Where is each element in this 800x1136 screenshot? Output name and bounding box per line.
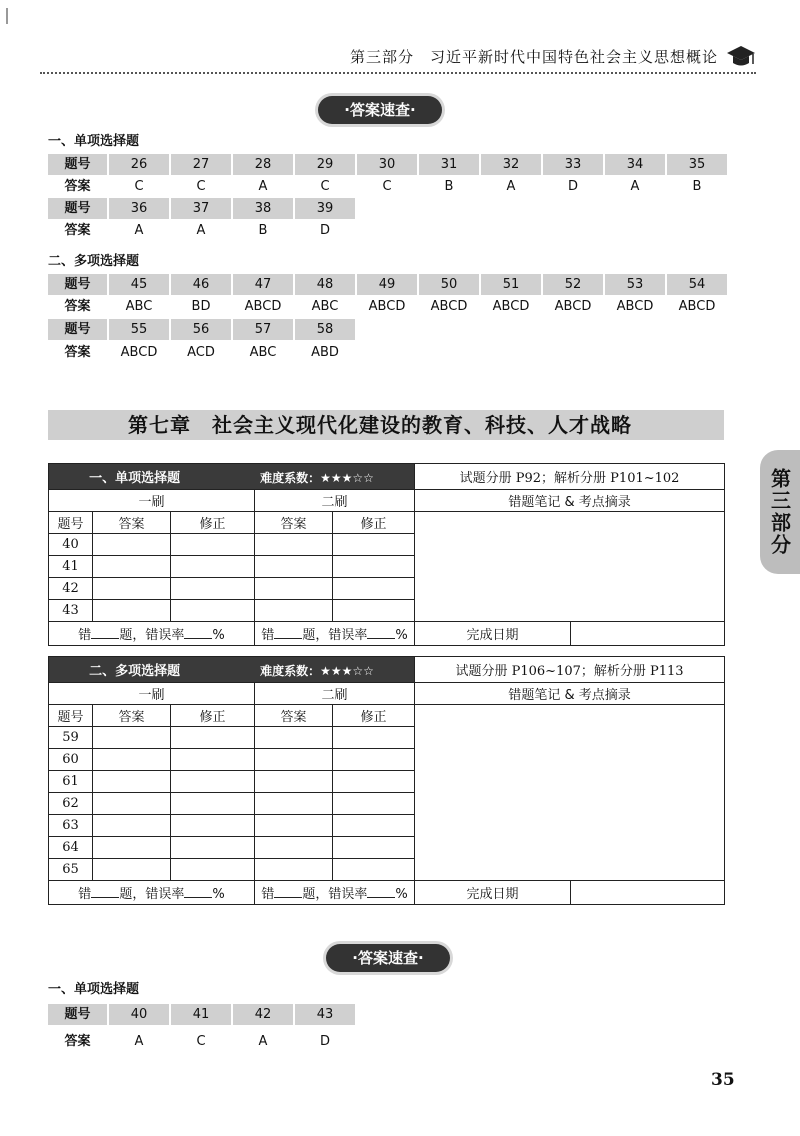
- question-row: [48, 1004, 357, 1025]
- footer-text: 题，错误率: [119, 628, 185, 643]
- correction-cell[interactable]: [171, 749, 255, 771]
- answer-cell[interactable]: [255, 859, 333, 881]
- answer-value: C: [196, 179, 206, 194]
- answer-value: A: [134, 223, 144, 238]
- answer-label: 答案: [64, 179, 91, 194]
- col-answer: 答案: [93, 512, 171, 534]
- col-correction: 修正: [171, 512, 255, 534]
- question-number-label: 题号: [48, 198, 107, 219]
- question-number: 39: [295, 198, 355, 219]
- question-number: 28: [233, 154, 293, 175]
- question-number: 47: [233, 274, 293, 295]
- answer-row: [48, 220, 357, 241]
- answer-lookup-badge: ·答案速查·: [326, 944, 450, 972]
- practice-table-single: [48, 463, 725, 646]
- notes-label: 错题笔记 & 考点摘录: [415, 490, 725, 512]
- header-title: 第三部分 习近平新时代中国特色社会主义思想概论: [349, 48, 718, 66]
- answer-cell[interactable]: [93, 727, 171, 749]
- answer-value: ABCD: [120, 345, 158, 360]
- answer-cell[interactable]: [255, 771, 333, 793]
- answer-row: [48, 342, 357, 363]
- question-number-label: 题号: [48, 1004, 107, 1025]
- correction-cell[interactable]: [333, 534, 415, 556]
- question-number: 43: [49, 600, 93, 622]
- col-answer: 答案: [255, 512, 333, 534]
- header-divider: [40, 72, 756, 74]
- col-correction: 修正: [171, 705, 255, 727]
- answer-row: [48, 176, 729, 197]
- answer-cell[interactable]: [255, 578, 333, 600]
- round-two-label: 二刷: [255, 683, 415, 705]
- error-rate-round-two: [255, 622, 415, 646]
- answer-label: 答案: [64, 1034, 91, 1049]
- question-number: 53: [605, 274, 665, 295]
- question-number: 32: [481, 154, 541, 175]
- answer-cell[interactable]: [255, 600, 333, 622]
- reference-pages: 试题分册 P92；解析分册 P101~102: [415, 464, 725, 490]
- question-number: 56: [171, 319, 231, 340]
- answer-label: 答案: [64, 345, 91, 360]
- col-answer: 答案: [255, 705, 333, 727]
- side-tab: 第三部分: [760, 450, 800, 574]
- footer-text: 题，错误率: [119, 887, 185, 902]
- answer-cell[interactable]: [93, 749, 171, 771]
- answer-label: 答案: [64, 299, 91, 314]
- blank-line[interactable]: [367, 638, 395, 639]
- question-number-label: 题号: [48, 319, 107, 340]
- notes-label: 错题笔记 & 考点摘录: [415, 683, 725, 705]
- error-rate-round-one: [49, 622, 255, 646]
- answer-value: A: [630, 179, 640, 194]
- completion-date-field[interactable]: [571, 881, 725, 905]
- error-rate-round-two: [255, 881, 415, 905]
- answer-value: ABCD: [616, 299, 654, 314]
- question-number: 40: [109, 1004, 169, 1025]
- question-number: 41: [49, 556, 93, 578]
- chapter-title: 第七章 社会主义现代化建设的教育、科技、人才战略: [48, 410, 724, 440]
- blank-line[interactable]: [274, 897, 302, 898]
- correction-cell[interactable]: [171, 578, 255, 600]
- question-number: 37: [171, 198, 231, 219]
- answer-row: [48, 1031, 357, 1052]
- answer-value: ACD: [187, 345, 215, 360]
- answer-value: ABCD: [430, 299, 468, 314]
- question-number-label: 题号: [48, 274, 107, 295]
- answer-cell[interactable]: [255, 727, 333, 749]
- blank-line[interactable]: [184, 638, 212, 639]
- table-header: [49, 464, 415, 490]
- col-correction: 修正: [333, 512, 415, 534]
- page-number: 35: [711, 1070, 735, 1090]
- question-number: 62: [49, 793, 93, 815]
- correction-cell[interactable]: [171, 859, 255, 881]
- table-header: [49, 657, 415, 683]
- question-number-label: 题号: [48, 154, 107, 175]
- correction-cell[interactable]: [171, 556, 255, 578]
- answer-cell[interactable]: [93, 837, 171, 859]
- answer-value: A: [506, 179, 516, 194]
- answer-value: A: [258, 1034, 268, 1049]
- completion-date-label: 完成日期: [415, 881, 571, 905]
- question-number: 60: [49, 749, 93, 771]
- answer-row: [48, 296, 729, 317]
- question-number: 33: [543, 154, 603, 175]
- answer-cell[interactable]: [255, 749, 333, 771]
- edge-mark: [6, 8, 8, 24]
- practice-table-multi: [48, 656, 725, 905]
- footer-text: %: [395, 628, 408, 643]
- question-number: 61: [49, 771, 93, 793]
- question-number: 38: [233, 198, 293, 219]
- correction-cell[interactable]: [333, 600, 415, 622]
- error-rate-round-one: [49, 881, 255, 905]
- answer-cell[interactable]: [93, 859, 171, 881]
- answer-value: ABC: [311, 299, 339, 314]
- answer-value: C: [382, 179, 392, 194]
- answer-cell[interactable]: [255, 534, 333, 556]
- question-number: 26: [109, 154, 169, 175]
- footer-text: 题，错误率: [302, 887, 368, 902]
- difficulty-rating: 难度系数：★★★☆☆: [260, 471, 374, 485]
- answer-value: A: [196, 223, 206, 238]
- correction-cell[interactable]: [171, 600, 255, 622]
- answer-cell[interactable]: [93, 578, 171, 600]
- question-number: 52: [543, 274, 603, 295]
- correction-cell[interactable]: [333, 749, 415, 771]
- answer-cell[interactable]: [255, 837, 333, 859]
- correction-cell[interactable]: [171, 837, 255, 859]
- question-number: 49: [357, 274, 417, 295]
- question-number: 42: [49, 578, 93, 600]
- blank-line[interactable]: [274, 638, 302, 639]
- correction-cell[interactable]: [171, 771, 255, 793]
- answer-cell[interactable]: [93, 556, 171, 578]
- section-multi-choice: 二、多项选择题: [48, 254, 140, 269]
- question-number: 50: [419, 274, 479, 295]
- correction-cell[interactable]: [171, 815, 255, 837]
- section-single-choice: 一、单项选择题: [48, 134, 140, 149]
- question-number: 40: [49, 534, 93, 556]
- answer-value: ABC: [249, 345, 277, 360]
- completion-date-field[interactable]: [571, 622, 725, 646]
- round-one-label: 一刷: [49, 683, 255, 705]
- round-two-label: 二刷: [255, 490, 415, 512]
- col-question-number: 题号: [49, 705, 93, 727]
- answer-label: 答案: [64, 223, 91, 238]
- answer-value: B: [692, 179, 702, 194]
- col-answer: 答案: [93, 705, 171, 727]
- answer-value: BD: [191, 299, 211, 314]
- answer-cell[interactable]: [255, 815, 333, 837]
- table-title: 一、单项选择题: [89, 471, 181, 486]
- question-number: 51: [481, 274, 541, 295]
- answer-value: ABCD: [368, 299, 406, 314]
- question-number: 63: [49, 815, 93, 837]
- correction-cell[interactable]: [333, 771, 415, 793]
- answer-value: C: [134, 179, 144, 194]
- question-number: 65: [49, 859, 93, 881]
- answer-cell[interactable]: [93, 771, 171, 793]
- answer-value: ABCD: [678, 299, 716, 314]
- question-number: 41: [171, 1004, 231, 1025]
- correction-cell[interactable]: [171, 793, 255, 815]
- question-number: 43: [295, 1004, 355, 1025]
- page-header: [40, 44, 760, 72]
- correction-cell[interactable]: [333, 556, 415, 578]
- section-single-choice: 一、单项选择题: [48, 982, 140, 997]
- answer-value: D: [319, 223, 330, 238]
- question-row: [48, 319, 357, 340]
- answer-lookup-badge: ·答案速查·: [318, 96, 442, 124]
- question-number: 59: [49, 727, 93, 749]
- answer-cell[interactable]: [255, 793, 333, 815]
- col-question-number: 题号: [49, 512, 93, 534]
- footer-text: %: [395, 887, 408, 902]
- question-number: 27: [171, 154, 231, 175]
- question-number: 35: [667, 154, 727, 175]
- answer-value: ABCD: [554, 299, 592, 314]
- answer-cell[interactable]: [93, 793, 171, 815]
- question-number: 45: [109, 274, 169, 295]
- graduation-cap-icon: [726, 44, 756, 70]
- blank-line[interactable]: [367, 897, 395, 898]
- correction-cell[interactable]: [333, 859, 415, 881]
- footer-text: 错: [78, 628, 92, 643]
- answer-value: C: [196, 1034, 206, 1049]
- blank-line[interactable]: [91, 897, 119, 898]
- correction-cell[interactable]: [171, 727, 255, 749]
- completion-date-label: 完成日期: [415, 622, 571, 646]
- correction-cell[interactable]: [333, 727, 415, 749]
- notes-area[interactable]: [415, 512, 725, 622]
- answer-value: ABC: [125, 299, 153, 314]
- question-number: 42: [233, 1004, 293, 1025]
- question-number: 58: [295, 319, 355, 340]
- footer-text: 题，错误率: [302, 628, 368, 643]
- footer-text: 错: [78, 887, 92, 902]
- answer-value: D: [567, 179, 578, 194]
- question-row: [48, 154, 729, 175]
- question-row: [48, 274, 729, 295]
- question-number: 29: [295, 154, 355, 175]
- answer-cell[interactable]: [93, 600, 171, 622]
- correction-cell[interactable]: [333, 815, 415, 837]
- question-number: 46: [171, 274, 231, 295]
- correction-cell[interactable]: [333, 837, 415, 859]
- round-one-label: 一刷: [49, 490, 255, 512]
- footer-text: 错: [261, 628, 275, 643]
- question-number: 36: [109, 198, 169, 219]
- question-number: 31: [419, 154, 479, 175]
- answer-value: B: [258, 223, 268, 238]
- notes-area[interactable]: [415, 705, 725, 881]
- answer-value: ABCD: [244, 299, 282, 314]
- answer-value: D: [319, 1034, 330, 1049]
- question-number: 34: [605, 154, 665, 175]
- footer-text: %: [212, 628, 225, 643]
- blank-line[interactable]: [184, 897, 212, 898]
- reference-pages: 试题分册 P106~107；解析分册 P113: [415, 657, 725, 683]
- answer-cell[interactable]: [255, 556, 333, 578]
- question-number: 48: [295, 274, 355, 295]
- answer-value: ABD: [311, 345, 339, 360]
- answer-value: ABCD: [492, 299, 530, 314]
- question-number: 57: [233, 319, 293, 340]
- answer-value: A: [134, 1034, 144, 1049]
- answer-value: C: [320, 179, 330, 194]
- footer-text: %: [212, 887, 225, 902]
- answer-value: B: [444, 179, 454, 194]
- correction-cell[interactable]: [333, 793, 415, 815]
- blank-line[interactable]: [91, 638, 119, 639]
- question-row: [48, 198, 357, 219]
- table-title: 二、多项选择题: [89, 664, 181, 679]
- answer-value: A: [258, 179, 268, 194]
- col-correction: 修正: [333, 705, 415, 727]
- question-number: 30: [357, 154, 417, 175]
- question-number: 64: [49, 837, 93, 859]
- difficulty-rating: 难度系数：★★★☆☆: [260, 664, 374, 678]
- footer-text: 错: [261, 887, 275, 902]
- question-number: 55: [109, 319, 169, 340]
- answer-cell[interactable]: [93, 534, 171, 556]
- correction-cell[interactable]: [333, 578, 415, 600]
- correction-cell[interactable]: [171, 534, 255, 556]
- answer-cell[interactable]: [93, 815, 171, 837]
- question-number: 54: [667, 274, 727, 295]
